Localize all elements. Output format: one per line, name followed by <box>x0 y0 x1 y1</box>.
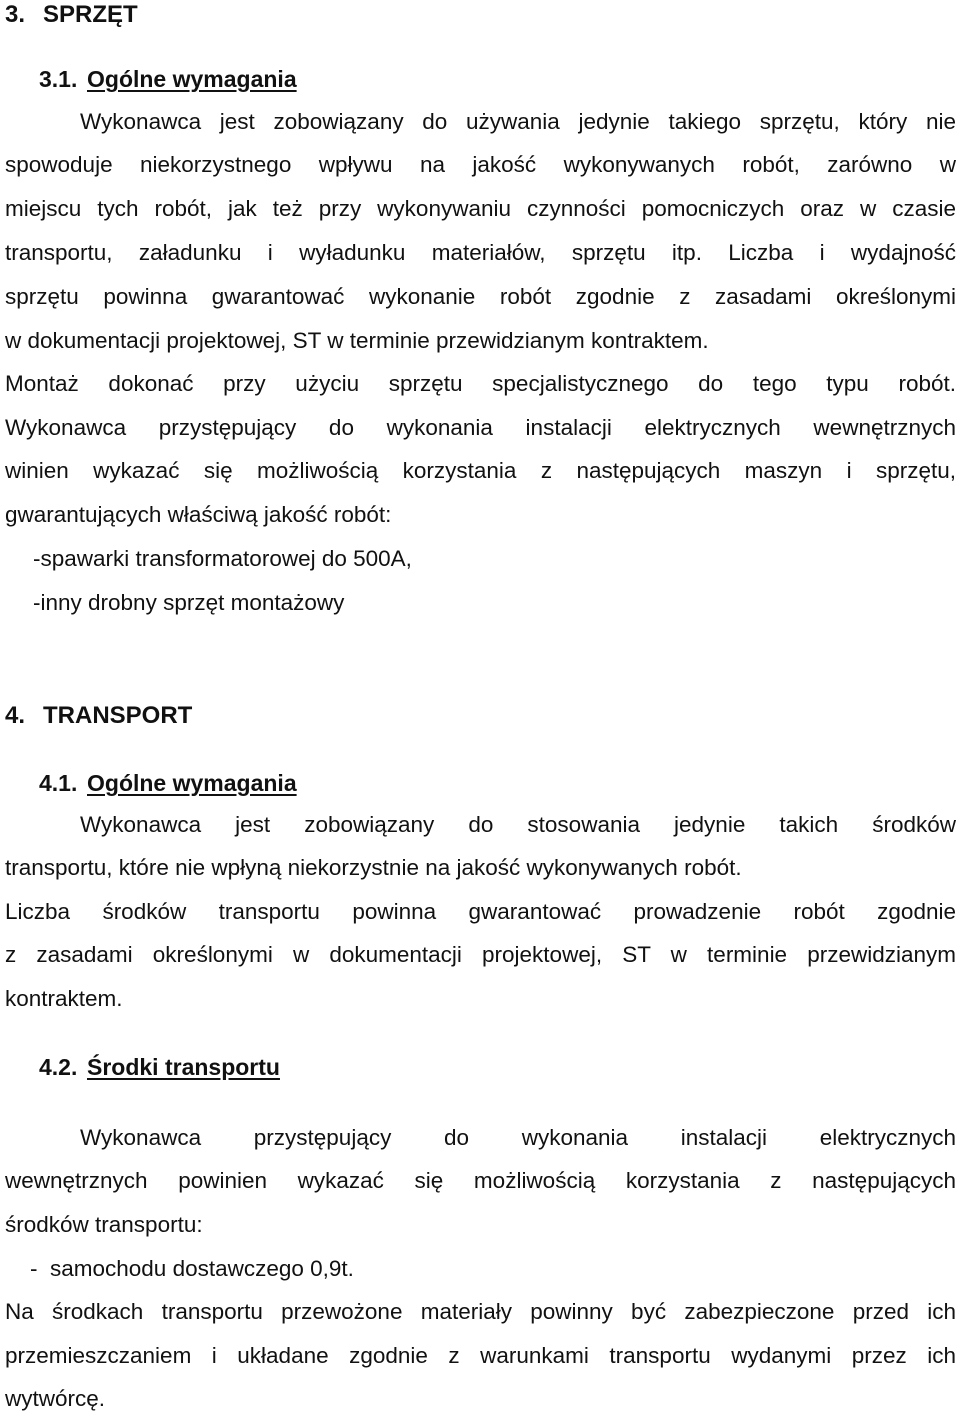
paragraph-line: Liczba środków transportu powinna gwarantować prowadzenie robót zgodnie <box>5 899 956 924</box>
paragraph-line: środków transportu: <box>5 1212 203 1237</box>
paragraph-line: gwarantujących właściwą jakość robót: <box>5 502 392 527</box>
paragraph-line: Montaż dokonać przy użyciu sprzętu specjalistycznego do tego typu robót. <box>5 371 956 396</box>
subsection-4-1-number: 4.1. <box>39 770 78 796</box>
list-item: -inny drobny sprzęt montażowy <box>33 590 345 615</box>
section-3-heading <box>5 1 138 29</box>
paragraph-line: wytwórcę. <box>5 1386 106 1411</box>
section-3-number: 3. <box>5 1 26 28</box>
paragraph-line: przemieszczaniem i układane zgodnie z warunkami transportu wydanymi przez ich <box>5 1343 956 1368</box>
paragraph-line: kontraktem. <box>5 986 123 1011</box>
subsection-3-1-heading <box>39 66 297 93</box>
paragraph-line: z zasadami określonymi w dokumentacji projektowej, ST w terminie przewidzianym <box>5 942 956 967</box>
paragraph-line: spowoduje niekorzystnego wpływu na jakość wykonywanych robót, zarówno w <box>5 152 956 177</box>
paragraph-line: transportu, załadunku i wyładunku materiałów, sprzętu itp. Liczba i wydajność <box>5 240 956 265</box>
subsection-4-1-title: Ogólne wymagania <box>87 770 297 796</box>
paragraph-line: Wykonawca jest zobowiązany do stosowania jedynie takich środków <box>80 812 956 837</box>
subsection-4-2-heading <box>39 1054 280 1081</box>
section-4-heading <box>5 702 192 730</box>
paragraph-line: w dokumentacji projektowej, ST w terminie przewidzianym kontraktem. <box>5 328 709 353</box>
paragraph-line: transportu, które nie wpłyną niekorzystnie na jakość wykonywanych robót. <box>5 855 742 880</box>
subsection-3-1-title: Ogólne wymagania <box>87 66 297 92</box>
paragraph-line: Na środkach transportu przewożone materiały powinny być zabezpieczone przed ich <box>5 1299 956 1324</box>
section-4-title: TRANSPORT <box>43 702 193 729</box>
paragraph-line: Wykonawca przystępujący do wykonania instalacji elektrycznych wewnętrznych <box>5 415 956 440</box>
section-4-number: 4. <box>5 702 26 729</box>
subsection-4-2-number: 4.2. <box>39 1054 78 1080</box>
paragraph-line: miejscu tych robót, jak też przy wykonywaniu czynności pomocniczych oraz w czasie <box>5 196 956 221</box>
list-item: - samochodu dostawczego 0,9t. <box>30 1256 354 1281</box>
paragraph-line: sprzętu powinna gwarantować wykonanie robót zgodnie z zasadami określonymi <box>5 284 956 309</box>
paragraph-line: wewnętrznych powinien wykazać się możliwością korzystania z następujących <box>5 1168 956 1193</box>
subsection-3-1-number: 3.1. <box>39 66 78 92</box>
paragraph-line: winien wykazać się możliwością korzystania z następujących maszyn i sprzętu, <box>5 458 956 483</box>
list-item: -spawarki transformatorowej do 500A, <box>33 546 412 571</box>
paragraph-line: Wykonawca jest zobowiązany do używania jedynie takiego sprzętu, który nie <box>80 109 956 134</box>
section-3-title: SPRZĘT <box>43 1 138 28</box>
subsection-4-1-heading <box>39 770 297 797</box>
paragraph-line: Wykonawca przystępujący do wykonania instalacji elektrycznych <box>80 1125 956 1150</box>
subsection-4-2-title: Środki transportu <box>87 1054 280 1080</box>
